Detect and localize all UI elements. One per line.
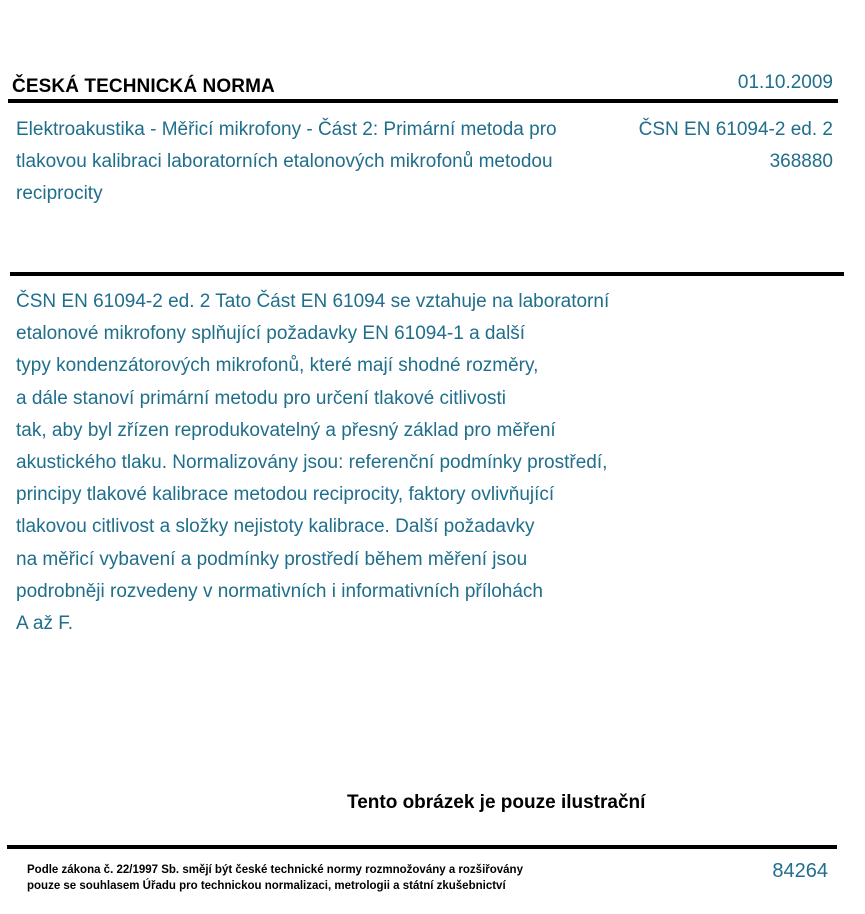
abstract-line: tak, aby byl zřízen reprodukovatelný a přesný základ pro měření [16,419,556,441]
abstract [16,286,716,640]
document-code: ČSN EN 61094-2 ed. 2 [638,119,833,140]
abstract-line: A až F. [16,613,74,635]
issue-date: 01.10.2009 [737,72,833,93]
classification-number: 368880 [769,151,833,172]
abstract-line: etalonové mikrofony splňující požadavky EN 61094-1 a další [16,323,526,345]
abstract-line: principy tlakové kalibrace metodou reciprocity, faktory ovlivňující [16,484,555,506]
legal-notice [27,862,523,894]
abstract-line: a dále stanoví primární metodu pro určení tlakové citlivosti [16,387,507,409]
header-title: ČESKÁ TECHNICKÁ NORMA [12,76,275,97]
illustration-note: Tento obrázek je pouze ilustrační [347,792,646,813]
document-number: 84264 [772,860,828,882]
abstract-line: na měřicí vybavení a podmínky prostředí během měření jsou [16,548,528,570]
abstract-line: akustického tlaku. Normalizovány jsou: referenční podmínky prostředí, [16,452,608,474]
legal-line: Podle zákona č. 22/1997 Sb. smějí být české technické normy rozmnožovány a rozšiřovány [27,864,523,876]
footer-divider [7,845,837,849]
document-title: Elektroakustika - Měřicí mikrofony - Část 2: Primární metoda pro tlakovou kalibraci laboratorních etalonových mikrofonů metodou reciprocity [16,119,557,204]
abstract-line: ČSN EN 61094-2 ed. 2 Tato Část EN 61094 se vztahuje na laboratorní [16,291,610,312]
section-divider [10,272,844,276]
legal-line: pouze se souhlasem Úřadu pro technickou normalizaci, metrologii a státní zkušebnictví [27,880,506,892]
abstract-line: podrobněji rozvedeny v normativních i informativních přílohách [16,580,543,602]
document-code-block [639,114,833,178]
abstract-line: tlakovou citlivost a složky nejistoty kalibrace. Další požadavky [16,516,535,538]
header-divider [8,99,838,103]
abstract-line: typy kondenzátorových mikrofonů, které mají shodné rozměry, [16,355,539,377]
